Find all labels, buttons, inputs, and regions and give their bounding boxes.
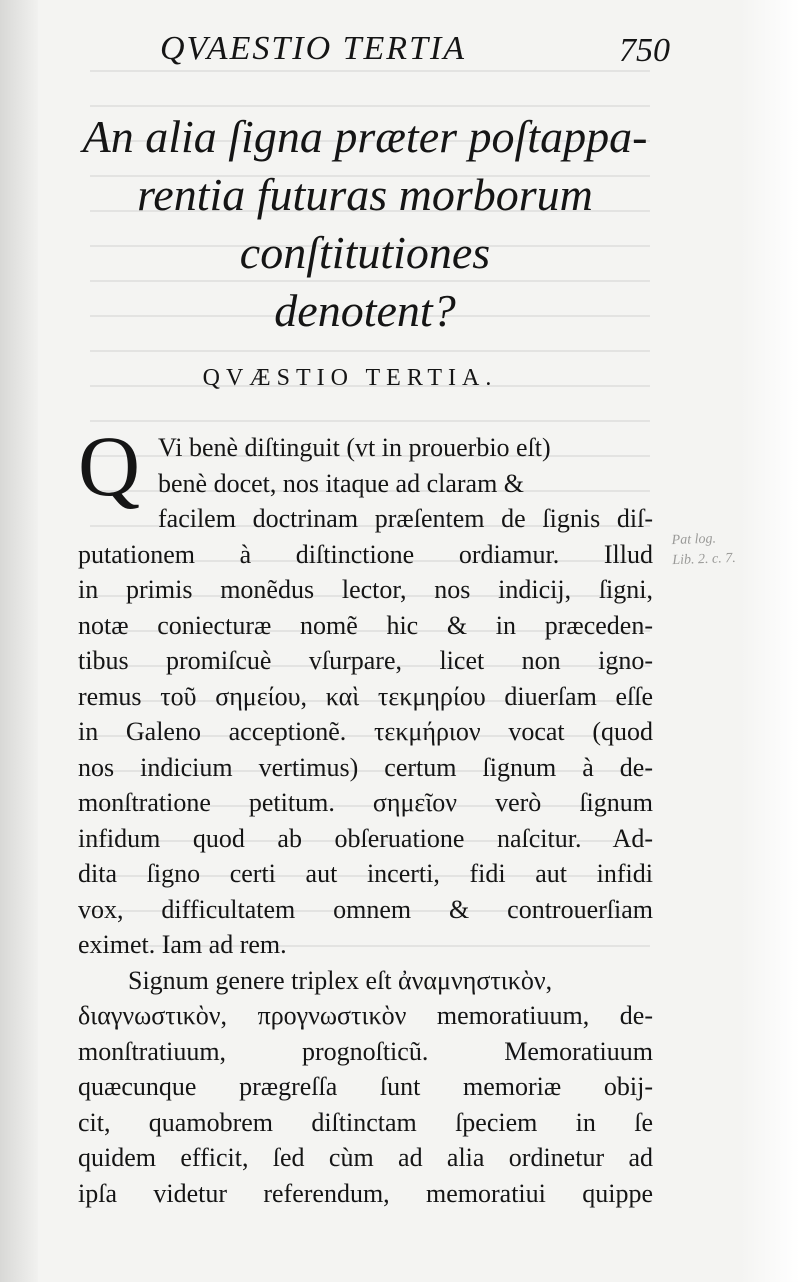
text-line: nos indicium vertimus) certum ſignum à de- (78, 752, 653, 782)
running-head (160, 30, 670, 80)
heading-line: denotent? (274, 285, 456, 336)
page-number: 750 (619, 32, 670, 69)
text-line: Vi benè diſtinguit (vt in prouerbio eſt) (158, 433, 551, 462)
text-line: tibus promiſcuè vſurpare, licet non igno- (78, 646, 653, 675)
text-line: benè docet, nos itaque ad claram & (158, 468, 525, 498)
heading-line: An alia ſigna præter poſtappa- (82, 111, 648, 162)
heading-line: conſtitutiones (239, 227, 491, 278)
text-line: remus τοῦ σημείου, καὶ τεκμηρίου diuerſam eſſe (78, 681, 653, 711)
text-line: quidem efficit, ſed cùm ad alia ordinetur ad (78, 1143, 653, 1172)
page-left-edge-shadow (0, 0, 38, 1282)
drop-cap: Q (78, 418, 141, 514)
text-line: cit, quamobrem diſtinctam ſpeciem in ſe (78, 1107, 653, 1137)
running-title: QVAESTIO TERTIA (160, 30, 467, 67)
text-line: infidum quod ab obſeruatione naſcitur. Ad- (78, 823, 653, 853)
text-line: quæcunque prægreſſa ſunt memoriæ obij- (78, 1072, 653, 1101)
text-line: putationem à diſtinctione ordiamur. Illud (78, 539, 653, 569)
text-line: vox, difficultatem omnem & controuerſiam (78, 894, 653, 924)
chapter-heading (80, 108, 650, 340)
text-line: monſtratiuum, prognoſticũ. Memoratiuum (78, 1036, 653, 1066)
text-line: in Galeno acceptionẽ. τεκμήριον vocat (quod (78, 717, 653, 746)
text-line: eximet. Iam ad rem. (78, 930, 287, 959)
margin-note-line: Pat log. (671, 531, 717, 549)
text-line: Signum genere triplex eſt ἀναμνηστικὸν, (128, 965, 553, 995)
text-line: monſtratione petitum. σημεῖον verò ſignum (78, 788, 653, 817)
text-line: in primis monẽdus lector, nos indicij, ſigni, (78, 575, 653, 604)
section-subhead: QVÆSTIO TERTIA. (202, 365, 498, 391)
text-line: facilem doctrinam præſentem de ſignis diſ- (158, 504, 653, 533)
margin-note-line: Lib. 2. c. 7. (672, 550, 736, 569)
heading-line: rentia futuras morborum (137, 169, 593, 220)
text-line: dita ſigno certi aut incerti, fidi aut infidi (78, 859, 653, 888)
text-line: διαγνωστικὸν, προγνωστικὸν memoratiuum, de- (78, 1001, 653, 1030)
marginal-annotation (671, 529, 736, 571)
body-text (78, 418, 653, 1211)
text-line: notæ coniecturæ nomẽ hic & in præceden- (78, 610, 653, 640)
text-line: ipſa videtur referendum, memoratiui quippe (78, 1178, 653, 1208)
page-right-margin (740, 0, 800, 1282)
